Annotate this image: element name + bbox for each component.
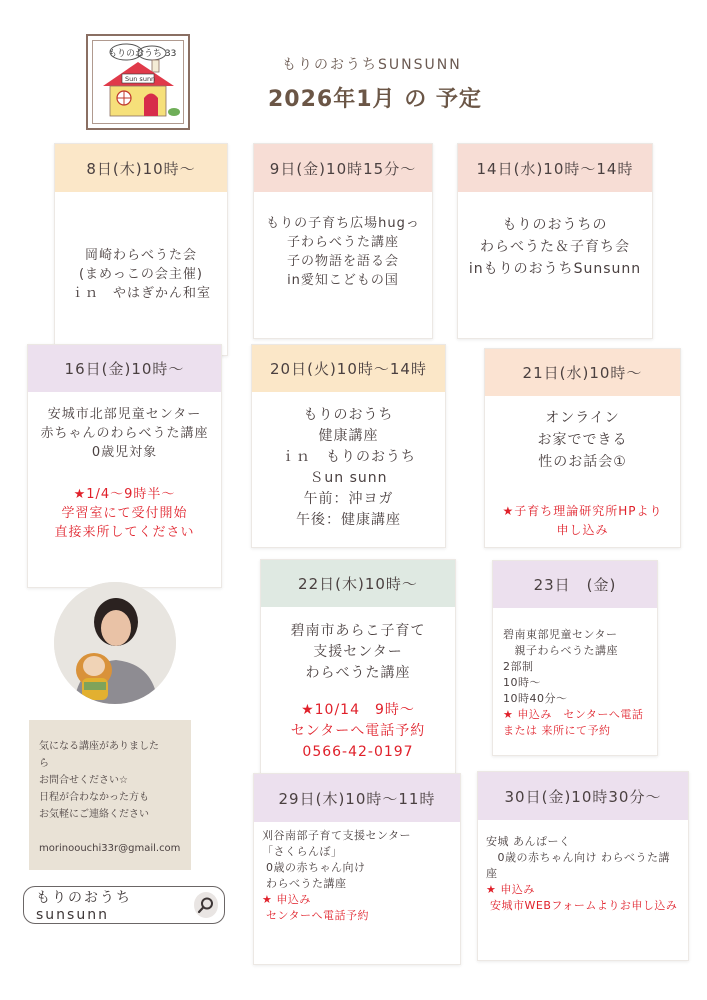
event-line: 碧南市あらこ子育て	[290, 623, 426, 639]
search-text: もりのおうちsunsunn	[36, 890, 132, 923]
event-note: ★子育ち理論研究所HPより	[502, 504, 663, 518]
contact-email: morinoouchi33r@gmail.com	[39, 843, 181, 854]
event-details	[261, 621, 455, 684]
event-line: 安城 あんぱーく	[486, 835, 571, 848]
event-details	[55, 246, 227, 303]
event-line: 性のお話会①	[538, 454, 627, 470]
event-card-22	[260, 559, 456, 775]
event-line: わらべうた講座	[305, 665, 411, 681]
event-line: お家でできる	[537, 432, 628, 448]
event-line: オンライン	[545, 410, 620, 426]
event-card-23	[492, 560, 658, 756]
event-line: 2部制	[503, 660, 534, 673]
event-note: 安城市WEBフォームよりお申し込み	[486, 899, 678, 912]
svg-text:もりのおうち 33: もりのおうち 33	[108, 49, 177, 59]
event-note: センターへ電話予約	[290, 723, 426, 739]
event-line: もりのおうち	[303, 407, 394, 423]
event-notes	[28, 485, 221, 542]
event-line: 0歳の赤ちゃん向け	[262, 861, 366, 874]
event-date: 21日(水)10時～	[485, 349, 680, 396]
event-line: 子の物語を語る会	[286, 254, 399, 269]
contact-line: 気になる講座がありました	[39, 741, 159, 752]
event-date: 16日(金)10時～	[28, 345, 221, 392]
event-date: 22日(木)10時～	[261, 560, 455, 607]
event-notes	[486, 882, 686, 914]
event-line: 座	[486, 867, 498, 880]
contact-box	[29, 720, 191, 870]
magnifier-icon	[197, 896, 215, 914]
event-line: 赤ちゃんのわらべうた講座	[40, 426, 209, 441]
event-line: 10時40分～	[503, 692, 568, 705]
event-line: もりのおうちの	[502, 217, 608, 233]
event-line: in愛知こどもの国	[287, 273, 399, 288]
event-details	[458, 214, 652, 280]
profile-photo	[54, 582, 176, 704]
event-line: 岡崎わらべうた会	[84, 248, 197, 263]
contact-line: お問合せください☆	[39, 775, 128, 786]
event-details	[28, 405, 221, 462]
event-line: inもりのおうちSunsunn	[468, 261, 642, 277]
event-date: 9日(金)10時15分～	[254, 144, 432, 192]
event-date: 30日(金)10時30分～	[478, 772, 688, 820]
event-line: Ｓun sunn	[309, 470, 388, 486]
event-card-30	[477, 771, 689, 961]
event-line: 午前：沖ヨガ	[303, 491, 394, 507]
event-line: 安城市北部児童センター	[47, 407, 202, 422]
person-with-doll-icon	[54, 582, 176, 704]
event-note: ★ 申込み センターへ電話	[503, 708, 644, 721]
event-details	[503, 627, 655, 707]
event-card-9	[253, 143, 433, 339]
event-card-21	[484, 348, 681, 548]
event-card-14	[457, 143, 653, 339]
search-box[interactable]	[23, 886, 225, 924]
event-date: 14日(水)10時～14時	[458, 144, 652, 192]
event-line: 0歳の赤ちゃん向け わらべうた講	[486, 851, 670, 864]
event-line: 親子わらべうた講座	[503, 644, 618, 657]
event-details	[486, 834, 686, 882]
event-date: 20日(火)10時～14時	[252, 345, 445, 392]
contact-line: ら	[39, 758, 49, 769]
event-date: 29日(木)10時～11時	[254, 774, 460, 822]
event-line: 刈谷南部子育て支援センター	[262, 829, 412, 842]
contact-line: お気軽にご連絡ください	[39, 809, 149, 820]
search-icon[interactable]	[194, 892, 218, 918]
event-card-16	[27, 344, 222, 588]
event-notes	[485, 502, 680, 540]
event-note: ★ 申込み	[486, 883, 535, 896]
event-note: または 来所にて予約	[503, 724, 611, 737]
event-line: ｉｎ やはぎかん和室	[70, 286, 211, 301]
event-line: もりの子育ち広場hugっ	[266, 216, 420, 231]
event-line: わらべうた＆子育ち会	[480, 239, 630, 255]
event-details	[262, 828, 458, 892]
event-note: 直接来所してください	[54, 525, 195, 540]
event-line: 健康講座	[318, 428, 379, 444]
page-title: 2026年1月 の 予定	[268, 87, 482, 112]
event-date: 23日 (金)	[493, 561, 657, 608]
event-note: センターへ電話予約	[262, 909, 370, 922]
event-notes	[503, 707, 655, 739]
contact-line: 日程が合わなかった方も	[39, 792, 149, 803]
event-details	[485, 407, 680, 473]
event-line: 10時～	[503, 676, 541, 689]
event-card-29	[253, 773, 461, 965]
event-details	[254, 214, 432, 290]
event-line: (まめっこの会主催)	[78, 267, 203, 282]
event-notes	[262, 892, 458, 924]
event-line: 0歳児対象	[91, 445, 158, 460]
event-line: 午後：健康講座	[296, 512, 401, 528]
brand-name: もりのおうちSUNSUNN	[282, 57, 462, 73]
house-logo-icon	[88, 36, 188, 128]
event-notes	[261, 700, 455, 763]
event-note: ★ 申込み	[262, 893, 311, 906]
event-line: 碧南東部児童センター	[503, 628, 618, 641]
event-note: 0566-42-0197	[302, 744, 414, 760]
event-note: 学習室にて受付開始	[61, 506, 188, 521]
event-note: ★10/14 9時～	[301, 702, 415, 718]
event-line: 「さくらんぼ」	[262, 845, 343, 858]
svg-text:Sun sunn: Sun sunn	[125, 75, 156, 83]
event-line: 子わらべうた講座	[286, 235, 399, 250]
event-line: わらべうた講座	[262, 877, 347, 890]
event-note: ★1/4～9時半～	[73, 487, 176, 502]
event-note: 申し込み	[556, 523, 609, 537]
event-date: 8日(木)10時～	[55, 144, 227, 192]
event-card-8	[54, 143, 228, 356]
event-line: ｉｎ もりのおうち	[281, 449, 416, 465]
event-card-20	[251, 344, 446, 548]
logo	[86, 34, 190, 130]
event-line: 支援センター	[313, 644, 403, 660]
event-details	[252, 405, 445, 531]
